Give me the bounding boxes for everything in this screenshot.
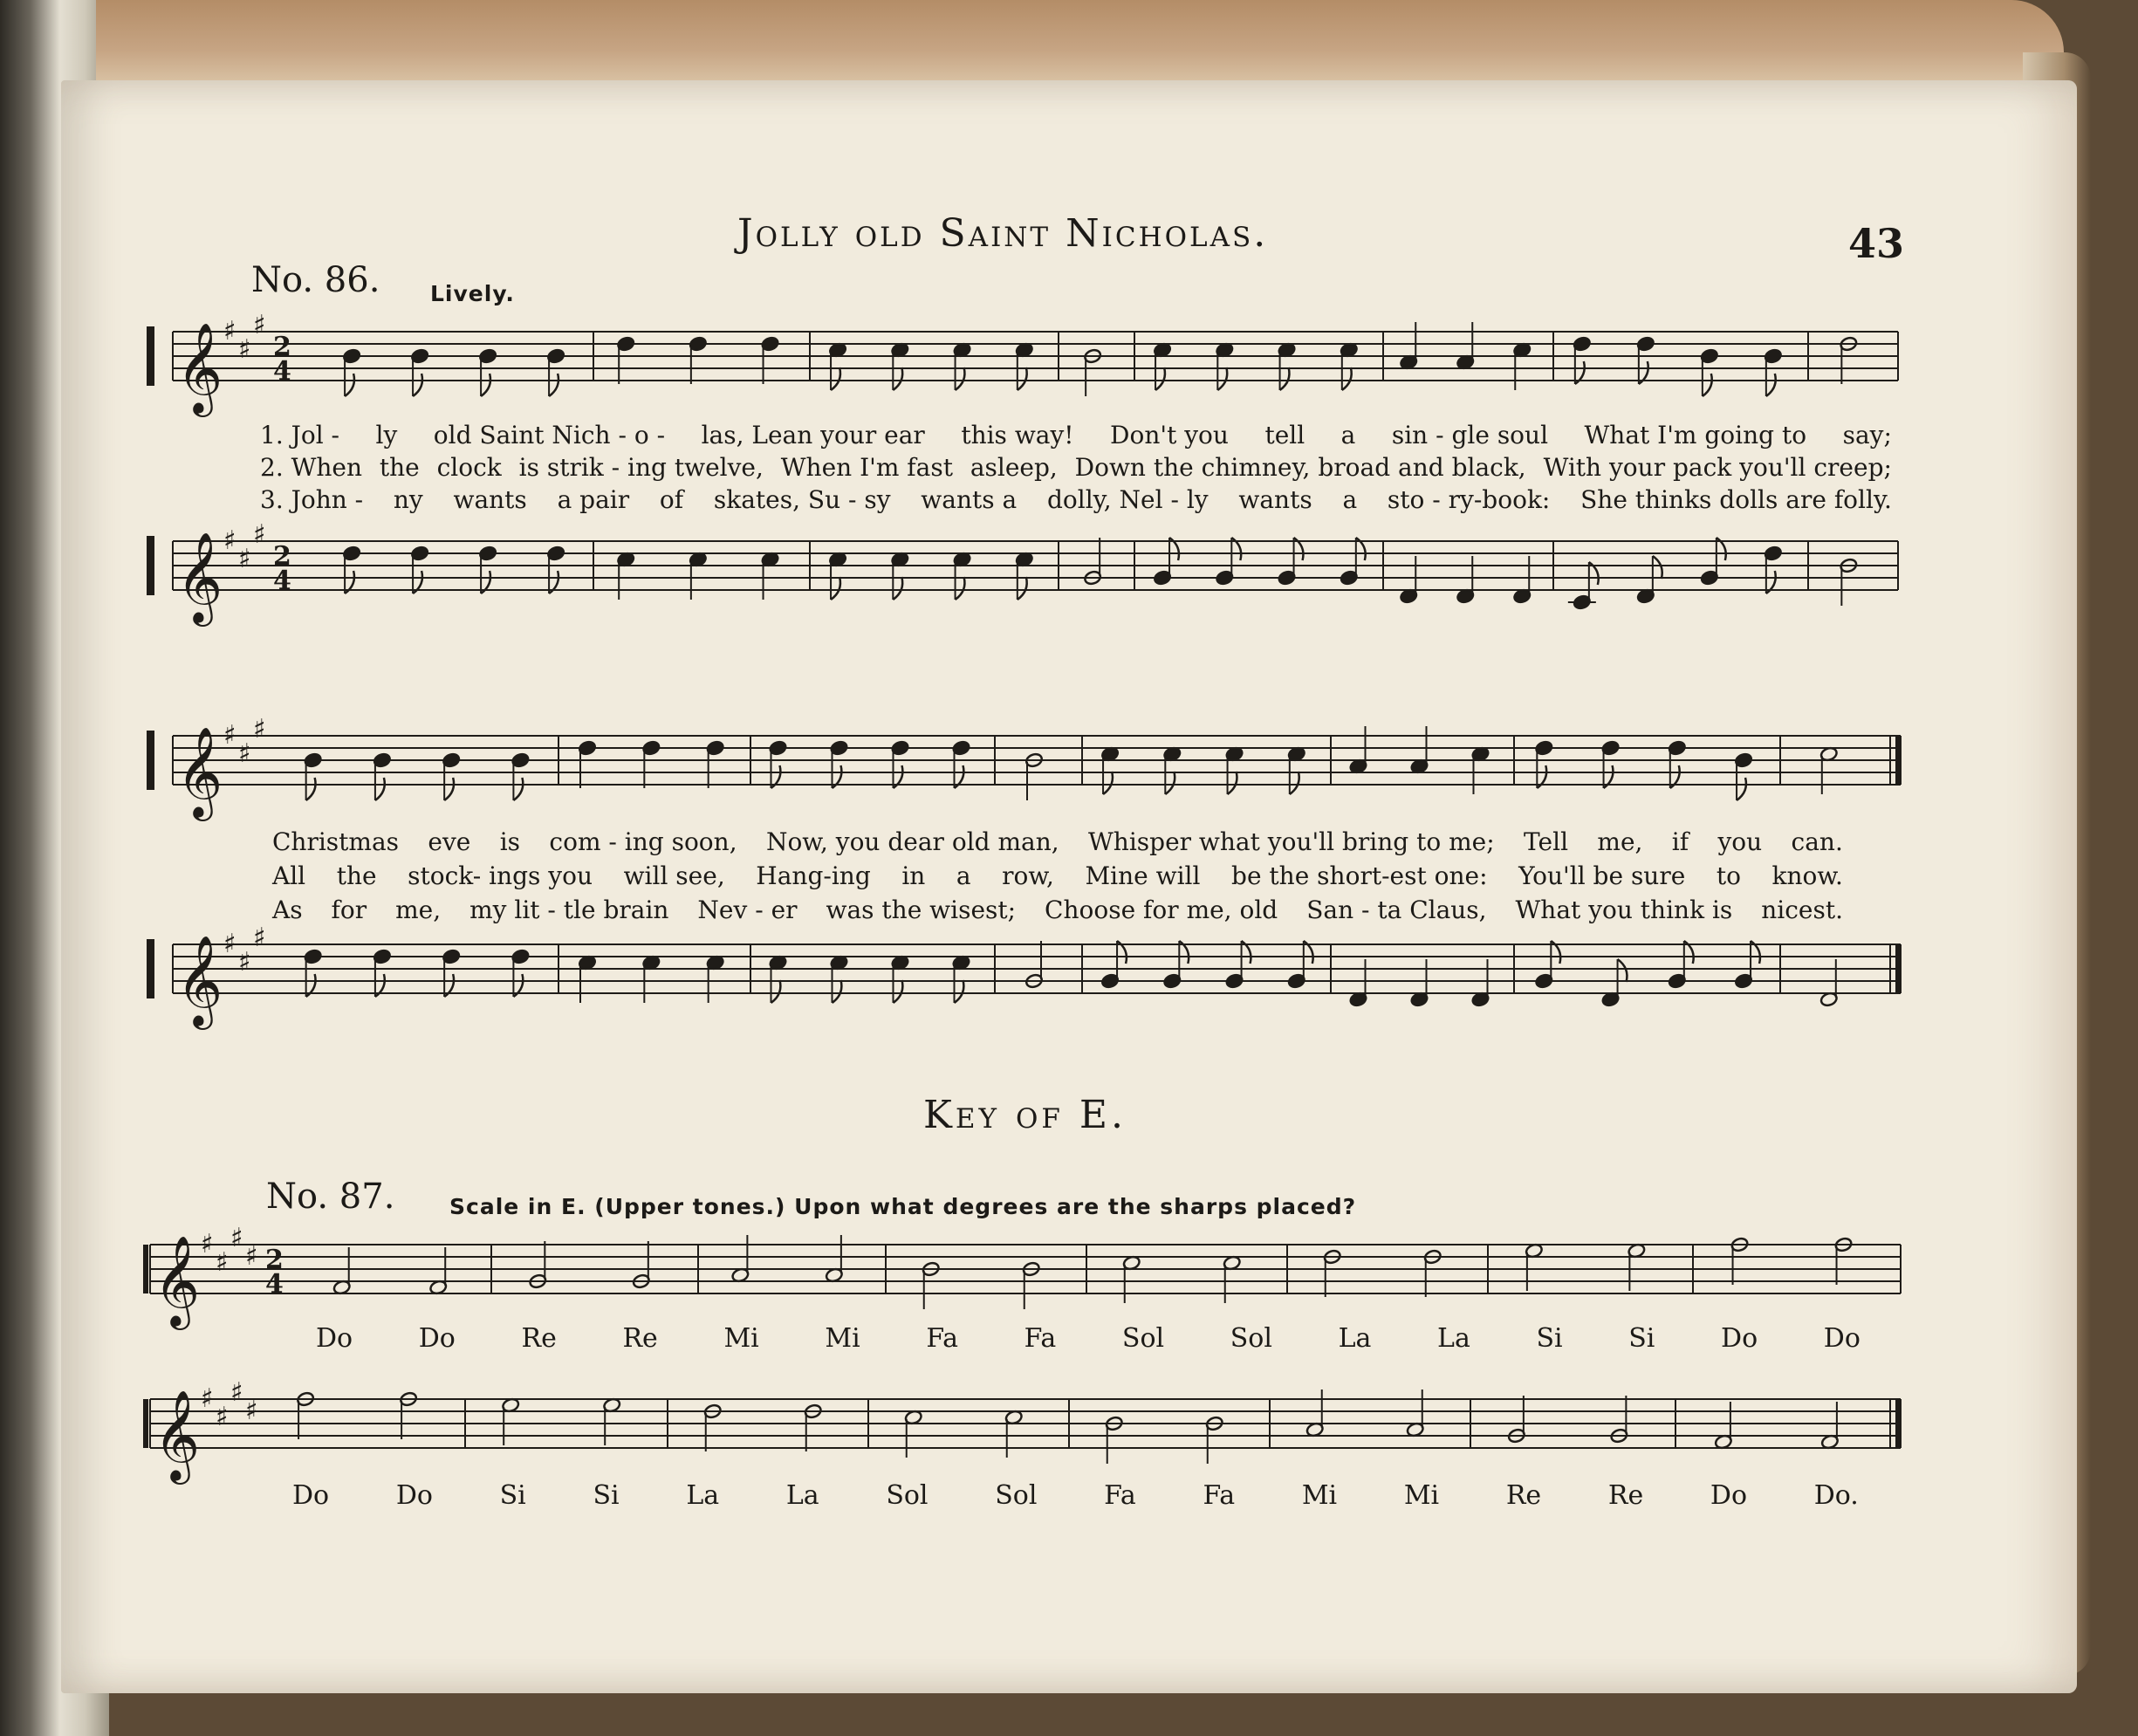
lyric: wants [453,485,527,514]
lyric: of [659,485,684,514]
system-bracket [147,536,154,595]
sharp-sign-icon: ♯ [238,947,251,978]
solfege-syllable: Sol [1121,1323,1165,1354]
treble-clef-icon: 𝄞 [176,935,223,1026]
lyric: me, [395,895,442,924]
sharp-sign-icon: ♯ [253,310,266,340]
note-flag [956,367,965,390]
lyric: was the wisest; [826,895,1017,924]
sharp-sign-icon: ♯ [253,714,266,744]
note-flag [955,980,964,1003]
note-flag [1165,772,1175,794]
note-flag [306,778,316,800]
sharp-sign-icon: ♯ [216,1402,229,1432]
lyric: can. [1791,827,1843,856]
solfege-syllable: Do [1823,1323,1860,1354]
lyric: With your pack you'll creep; [1543,453,1892,482]
solfege-syllable: Si [1536,1323,1563,1354]
sharp-sign-icon: ♯ [230,1223,243,1253]
solfege-syllable: Do [292,1480,330,1511]
solfege-syllable: La [785,1480,819,1511]
note-flag [894,980,903,1003]
note-flag [833,980,842,1003]
note-flag [893,577,902,600]
lyric: Hang-ing [756,861,871,890]
lyric: the [379,453,420,482]
lyric: Tell [1524,827,1569,856]
treble-clef-icon: 𝄞 [154,1235,201,1327]
lyric: asleep, [970,453,1058,482]
final-barline [1895,736,1902,785]
solfege-syllable: Do [1710,1480,1748,1511]
lyric: You'll be sure [1518,861,1686,890]
note-flag [549,374,558,396]
note-flag [513,778,523,800]
lyric: All [272,861,306,890]
treble-clef-icon: 𝄞 [176,726,223,818]
note-flag [1766,374,1776,396]
lyric: a [1342,485,1358,514]
lyric: Choose for me, old [1045,895,1278,924]
note-flag [444,778,454,800]
song-number: No. 86. [251,260,380,300]
solfege-syllable: Do [418,1323,456,1354]
lyric: be the short-est one: [1231,861,1488,890]
solfege-syllable: Mi [1403,1480,1440,1511]
solfege-syllable: Si [1628,1323,1655,1354]
lyric: a [956,861,971,890]
sharp-sign-icon: ♯ [230,1377,243,1408]
lyric: As [272,895,303,924]
treble-clef-icon: 𝄞 [154,1389,201,1481]
lyric: to [1716,861,1741,890]
time-signature-top: 2 [265,1245,284,1275]
note-flag [1217,367,1227,390]
sharp-sign-icon: ♯ [253,923,266,953]
lyric: for [331,895,367,924]
solfege-syllable: Do. [1813,1480,1859,1511]
solfege-syllable: Si [593,1480,620,1511]
note-flag [831,367,840,390]
note-flag [375,778,385,800]
lyric: sto - ry-book: [1387,485,1551,514]
note-flag [1228,772,1237,794]
solfege-syllable: Sol [1230,1323,1272,1354]
lyric: clock [436,453,502,482]
lyric: me, [1597,827,1643,856]
tempo-marking: Lively. [430,281,515,306]
lyric: las, Lean your ear [701,421,925,449]
note-flag [1018,577,1027,600]
scale-description: Scale in E. (Upper tones.) Upon what degrees are the sharps placed? [449,1194,1357,1219]
note-flag [1653,556,1662,579]
lyric: old Saint Nich - o - [433,421,666,449]
treble-clef-icon: 𝄞 [176,322,223,414]
lyric: a pair [557,485,630,514]
sharp-sign-icon: ♯ [253,519,266,550]
lyric: the [336,861,377,890]
solfege-syllable: Do [316,1323,353,1354]
lyric: skates, Su - sy [713,485,891,514]
note-flag [345,374,354,396]
sharp-sign-icon: ♯ [216,1247,229,1278]
note-flag [481,374,490,396]
solfege-syllable: Si [499,1480,526,1511]
scale-number: No. 87. [266,1177,395,1217]
note-flag [771,980,781,1003]
lyric: a [1340,421,1356,449]
time-signature-bottom: 4 [265,1269,284,1300]
lyric: 1. Jol - [260,421,340,449]
solfege-syllable: Do [395,1480,433,1511]
sharp-sign-icon: ♯ [245,1396,258,1426]
solfege-syllable: Re [622,1323,658,1354]
note-flag [1290,772,1299,794]
lyric: Nev - er [697,895,798,924]
note-flag [893,367,902,390]
solfege-syllable: Re [521,1323,557,1354]
solfege-syllable: La [1338,1323,1372,1354]
solfege-syllable: Fa [1104,1480,1136,1511]
note-flag [1618,959,1627,982]
note-flag [1737,778,1746,800]
note-flag [1280,367,1290,390]
lyric: row, [1002,861,1054,890]
lyric: Whisper what you'll bring to me; [1088,827,1495,856]
lyric: know. [1771,861,1843,890]
solfege-syllable: Sol [886,1480,929,1511]
lyric: com - ing soon, [549,827,737,856]
note-flag [1342,367,1352,390]
lyric: Mine will [1085,861,1201,890]
solfege-syllable: Fa [1203,1480,1236,1511]
note-flag [1155,367,1165,390]
final-barline [1895,944,1902,993]
song-title: Jolly old Saint Nicholas. [737,211,1269,256]
lyric: stock- ings you [408,861,593,890]
lyric: tell [1264,421,1305,449]
lyric: Down the chimney, broad and black, [1074,453,1526,482]
lyric: eve [428,827,471,856]
key-heading: Key of E. [923,1093,1127,1137]
sharp-sign-icon: ♯ [201,1229,214,1259]
note-flag [1703,374,1712,396]
lyric: Christmas [272,827,400,856]
sharp-sign-icon: ♯ [223,316,236,347]
solfege-syllable: Do [1721,1323,1758,1354]
lyric: this way! [961,421,1074,449]
lyric: San - ta Claus, [1306,895,1487,924]
lyric: Now, you dear old man, [765,827,1059,856]
page-number: 43 [1848,220,1905,267]
lyric: say; [1842,421,1892,449]
lyric: 3. John - [260,485,364,514]
sharp-sign-icon: ♯ [223,929,236,959]
solfege-syllable: Re [1607,1480,1644,1511]
lyric: if [1671,827,1689,856]
note-flag [413,374,422,396]
sharp-sign-icon: ♯ [238,738,251,769]
note-flag [1103,772,1113,794]
solfege-syllable: Sol [995,1480,1038,1511]
lyric: What I'm going to [1584,421,1807,449]
treble-clef-icon: 𝄞 [176,532,223,623]
solfege-syllable: Mi [723,1323,759,1354]
system-bracket [143,1245,148,1293]
lyric: sin - gle soul [1391,421,1549,449]
system-bracket [147,326,154,386]
note-flag [831,577,840,600]
system-bracket [147,939,154,998]
note-flag [1018,367,1027,390]
solfege-syllable: Fa [926,1323,958,1354]
lyric: you [1717,827,1763,856]
solfege-syllable: Mi [825,1323,860,1354]
solfege-syllable: Fa [1024,1323,1057,1354]
lyric: dolly, Nel - ly [1046,485,1209,514]
solfege-syllable: Re [1505,1480,1542,1511]
lyric: is strik - ing twelve, [518,453,764,482]
time-signature-bottom: 4 [273,356,291,387]
time-signature-top: 2 [273,541,291,572]
lyric: ny [393,485,423,514]
lyric: wants [1238,485,1312,514]
sharp-sign-icon: ♯ [245,1241,258,1272]
lyric: 2. When [260,453,363,482]
sharp-sign-icon: ♯ [223,720,236,751]
lyric: She thinks dolls are folly. [1580,485,1892,514]
sharp-sign-icon: ♯ [238,544,251,574]
lyric: my lit - tle brain [469,895,669,924]
sharp-sign-icon: ♯ [223,525,236,556]
final-barline [1895,1399,1902,1448]
sharp-sign-icon: ♯ [201,1383,214,1414]
lyric: ly [375,421,398,449]
lyric: nicest. [1761,895,1843,924]
lyric: in [901,861,926,890]
solfege-syllable: La [1437,1323,1470,1354]
lyric: is [499,827,521,856]
system-bracket [147,731,154,790]
lyric: When I'm fast [780,453,953,482]
solfege-syllable: Mi [1301,1480,1338,1511]
lyric: wants a [921,485,1018,514]
lyric: What you think is [1515,895,1733,924]
sharp-sign-icon: ♯ [238,334,251,365]
lyric: Don't you [1110,421,1229,449]
time-signature-top: 2 [273,332,291,362]
solfege-syllable: La [686,1480,720,1511]
note-flag [956,577,965,600]
system-bracket [143,1399,148,1448]
time-signature-bottom: 4 [273,566,291,596]
lyric: will see, [623,861,725,890]
